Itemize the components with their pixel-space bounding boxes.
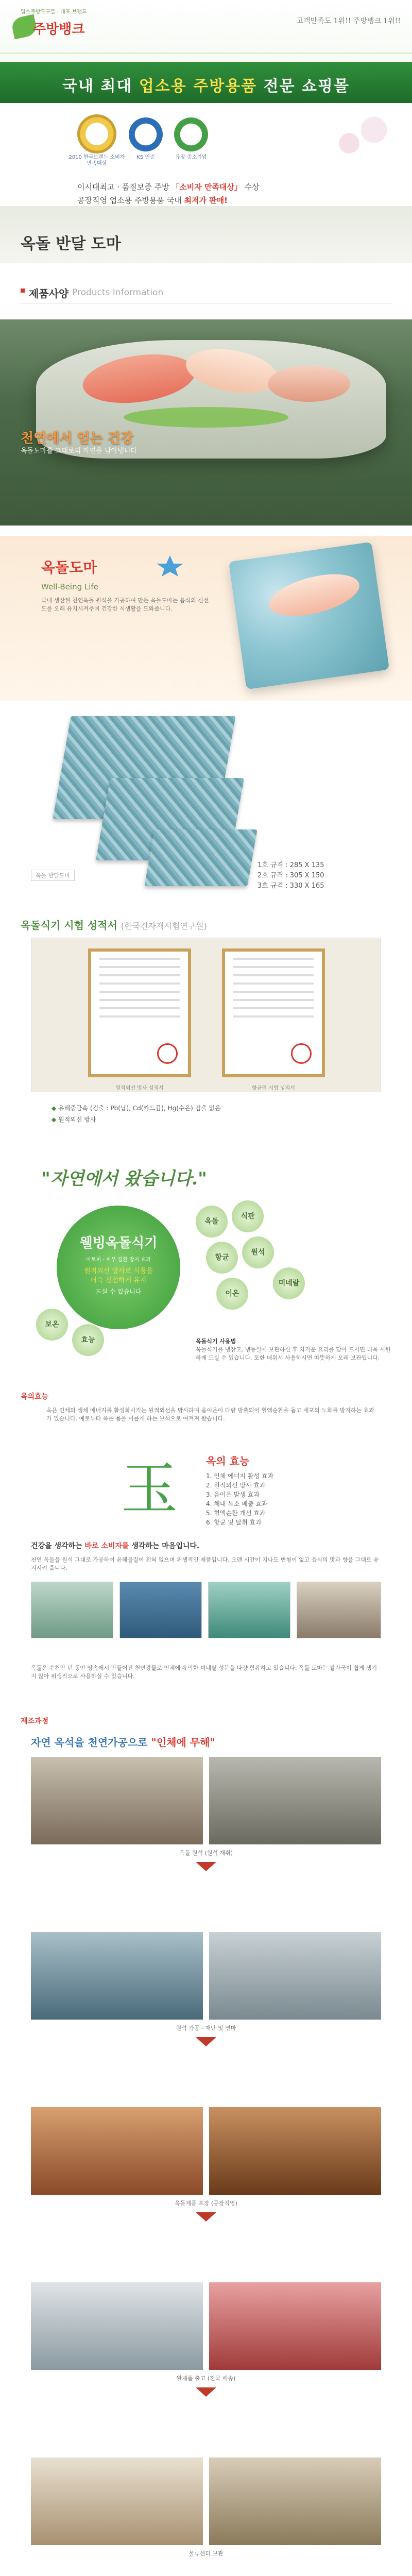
certificate-list <box>52 1103 221 1125</box>
site-logo[interactable] <box>9 7 87 43</box>
jade-character-icon: 玉 <box>121 1456 178 1522</box>
size-item: 2호 규격 : 305 X 150 <box>258 872 324 879</box>
award-line1-red: 「소비자 만족대상」 <box>171 182 242 192</box>
effects-title: 옥의효능 <box>21 1393 49 1401</box>
banner-title-suffix: 전문 쇼핑몰 <box>257 77 350 95</box>
bullet-icon: ◆ <box>52 1105 59 1112</box>
arrow-down-icon <box>196 1862 216 1871</box>
stamp-icon <box>291 1043 312 1064</box>
nature-title: "자연에서 왔습니다." <box>41 1168 207 1189</box>
product-name-bar <box>0 206 412 263</box>
effects-intro: 옥은 인체의 생체 에너지를 활성화시키는 원적외선을 방사하며 음이온이 다량 방출되어 혈액순환을 돕고 세포의 노화를 방지하는 효과가 있습니다. 예로부터 옥은 몸을 이롭게 하는 보석으로 여겨져 왔습니다. <box>46 1407 374 1422</box>
arrow-down-icon <box>196 2037 216 2046</box>
site-header <box>0 0 412 62</box>
process-caption: 원석 가공 - 재단 및 연마 <box>176 2025 236 2031</box>
award-line2-red: 최저가 판매! <box>184 196 228 205</box>
award-line2-prefix: 공장직영 업소용 주방용품 국내 <box>77 196 184 205</box>
effects-quote <box>31 1540 381 1551</box>
sme-badge-icon <box>174 117 208 151</box>
product-name: 옥돌 반달 도마 <box>21 235 121 253</box>
jade-board-small-image <box>144 829 257 886</box>
certificate-item: 원적외선 방사 <box>58 1116 96 1123</box>
effect-item: 6. 항균 및 탈취 효과 <box>206 1519 262 1526</box>
jade-effects-section <box>0 1386 412 1705</box>
award-text <box>77 180 386 207</box>
stamp-icon <box>157 1043 178 1064</box>
nature-photo <box>119 1582 202 1638</box>
certificate-document-1 <box>88 948 191 1077</box>
feature-orb: 미네랄 <box>273 1267 305 1299</box>
ks-badge-icon <box>129 117 163 151</box>
brand-title: 옥돌도마 <box>41 559 97 576</box>
usage-note-body: 옥돌식기를 냉장고, 냉동실에 보관하신 후 차가운 요리를 담아 드시면 더욱 시원하게 드실 수 있습니다. 또한 데워서 사용하시면 따뜻하게 오래 보관됩니다. <box>196 1346 391 1361</box>
logo-name: 주방뱅크 <box>33 22 85 37</box>
certificate-section <box>0 912 412 1149</box>
logo-tagline: 업소주방도구들 · 대표 브랜드 <box>21 9 87 15</box>
award-line1-prefix: 이시대최고 · 품질보증 주방 <box>77 182 172 192</box>
effects-body: 천연 옥돌을 원석 그대로 가공하여 유해물질이 전혀 없으며 위생적인 제품입니다. 오랜 시간이 지나도 변형이 없고 음식의 맛과 향을 그대로 유지시켜 줍니다. <box>31 1556 379 1571</box>
feature-orb: 항균 <box>206 1242 238 1274</box>
mfg-subtitle-red: "인체에 무해" <box>151 1736 215 1749</box>
process-caption: 물류센터 보관 <box>188 2550 224 2557</box>
feature-orb: 옥돌 <box>196 1206 228 1238</box>
garnish-image <box>124 407 288 428</box>
process-caption: 옥돌 원석 (원석 재취) <box>179 1850 233 1856</box>
brand-description: 국내 생산된 천연옥돌 원석을 가공하여 만든 옥돌도마는 음식의 신선도를 오래 유지시켜주며 건강한 식생활을 도와줍니다. <box>41 597 209 612</box>
certificate-title <box>21 917 207 932</box>
orb-text-2: 원적외선 방사로 식품을 <box>84 1267 153 1275</box>
manufacturing-subtitle <box>31 1734 215 1749</box>
orb-title: 웰빙옥돌식기 <box>79 1235 158 1251</box>
hero-subcaption: 옥돌도마를 그대로의 자연을 담아냅니다 <box>21 447 137 455</box>
size-item: 3호 규격 : 330 X 165 <box>258 882 324 890</box>
feature-orb: 효능 <box>72 1324 104 1356</box>
effects-tail: 옥돌은 수천만 년 동안 땅속에서 만들어진 천연광물로 인체에 유익한 미네랄 성분을 다량 함유하고 있습니다. 옥돌 도마는 칼자국이 쉽게 생기지 않아 위생적으로 사용하실 수 있습니다. <box>31 1665 377 1680</box>
brand-wellbeing: Well-Being Life <box>41 582 98 591</box>
banner-title-prefix: 국내 최대 <box>62 77 139 95</box>
effects-list <box>206 1471 273 1527</box>
effect-item: 5. 혈액순환 개선 효과 <box>206 1510 266 1517</box>
certificate-item: 유해중금속 (검출 : Pb(납), Cd(카드뮴), Hg(수은) 검출 없음 <box>58 1105 221 1112</box>
certificate-title-sub: (한국건자재시험연구원) <box>121 921 207 931</box>
size-label: 옥돌 반달도마 <box>31 870 75 881</box>
wellbeing-orb <box>57 1206 180 1329</box>
manufacturing-title: 제조과정 <box>21 1717 49 1725</box>
award-caption-2: KS 인증 <box>136 155 155 160</box>
effect-item: 1. 인체 에너지 활성 효과 <box>206 1472 274 1480</box>
size-item: 1호 규격 : 285 X 135 <box>258 861 324 869</box>
certificate-caption-1: 원적외선 방사 성적서 <box>115 1086 164 1091</box>
feature-orb: 식판 <box>232 1200 264 1232</box>
bullet-icon <box>21 289 25 293</box>
process-photo <box>31 2458 381 2545</box>
award-line1-suffix: 수상 <box>242 182 260 192</box>
jade-stone-photo <box>208 1582 290 1638</box>
feature-orb: 이온 <box>216 1278 248 1310</box>
arrow-down-icon <box>196 2387 216 2397</box>
star-logo-icon <box>154 554 185 577</box>
effect-item: 3. 음이온 발생 효과 <box>206 1491 260 1498</box>
product-info-header <box>0 268 412 309</box>
effect-item: 2. 원적외선 방사 효과 <box>206 1482 266 1489</box>
nature-section <box>0 1154 412 1381</box>
bullet-icon: ◆ <box>52 1116 59 1123</box>
certificate-frame <box>31 938 381 1092</box>
effects-heading: 옥의 효능 <box>206 1455 250 1467</box>
orb-text-1: 아토피 · 피부 질환 방지 효과 <box>86 1257 151 1263</box>
orb-text-3: 더욱 신선하게 유지 <box>90 1277 147 1284</box>
certificate-title-text: 옥돌식기 시험 성적서 <box>21 919 117 931</box>
product-info-subtitle: Products Information <box>72 287 164 298</box>
banner-title <box>0 73 412 96</box>
process-photo <box>31 1757 381 1844</box>
usage-note-title: 옥돌식기 사용법 <box>196 1338 236 1345</box>
size-list <box>258 860 324 891</box>
award-caption-3: 유망 중소기업 <box>175 155 207 160</box>
header-divider <box>0 53 412 54</box>
effect-item: 4. 체내 독소 배출 효과 <box>206 1500 268 1507</box>
orb-text-4: 드실 수 있습니다 <box>95 1288 142 1295</box>
blossom-decoration <box>324 103 407 170</box>
brand-intro <box>0 536 412 701</box>
process-photo <box>31 2282 381 2370</box>
process-photo <box>31 2107 381 2195</box>
size-section <box>0 701 412 907</box>
certificate-document-2 <box>222 948 325 1077</box>
green-banner <box>0 62 412 103</box>
feature-orb: 보온 <box>36 1309 68 1341</box>
quarry-photo <box>297 1582 381 1638</box>
quote-suffix: 생각하는 마음입니다. <box>129 1542 200 1550</box>
hero-caption: 천연에서 얻는 건강 <box>21 431 134 446</box>
awards-section <box>0 103 412 206</box>
award-caption-1: 2010 한국브랜드 소비자만족대상 <box>68 155 125 166</box>
process-photo <box>31 1932 381 2020</box>
process-caption: 완제품 출고 (전국 배송) <box>176 2375 236 2382</box>
usage-note <box>196 1337 391 1362</box>
certificate-caption-2: 항균력 시험 성적서 <box>252 1086 295 1091</box>
quote-prefix: 건강을 생각하는 <box>31 1542 85 1550</box>
jade-photo <box>31 1582 113 1638</box>
banner-title-highlight: 업소용 주방용품 <box>139 77 258 95</box>
feature-orb: 원석 <box>242 1236 274 1268</box>
sashimi-image <box>268 366 350 402</box>
quote-mid: 바로 소비자를 <box>84 1542 129 1550</box>
award-medal-icon <box>77 114 116 154</box>
jade-board-image <box>229 542 389 690</box>
manufacturing-section <box>0 1710 412 2576</box>
hero-photo <box>0 319 412 526</box>
process-caption: 옥돌제품 포장 (공장직영) <box>175 2200 237 2207</box>
header-tagline: 고객만족도 1위!! 주방뱅크 1위!! <box>296 17 401 25</box>
arrow-down-icon <box>196 2212 216 2222</box>
product-info-title: 제품사양 <box>29 287 69 300</box>
mfg-subtitle-prefix: 자연 옥석을 천연가공으로 <box>31 1736 151 1749</box>
